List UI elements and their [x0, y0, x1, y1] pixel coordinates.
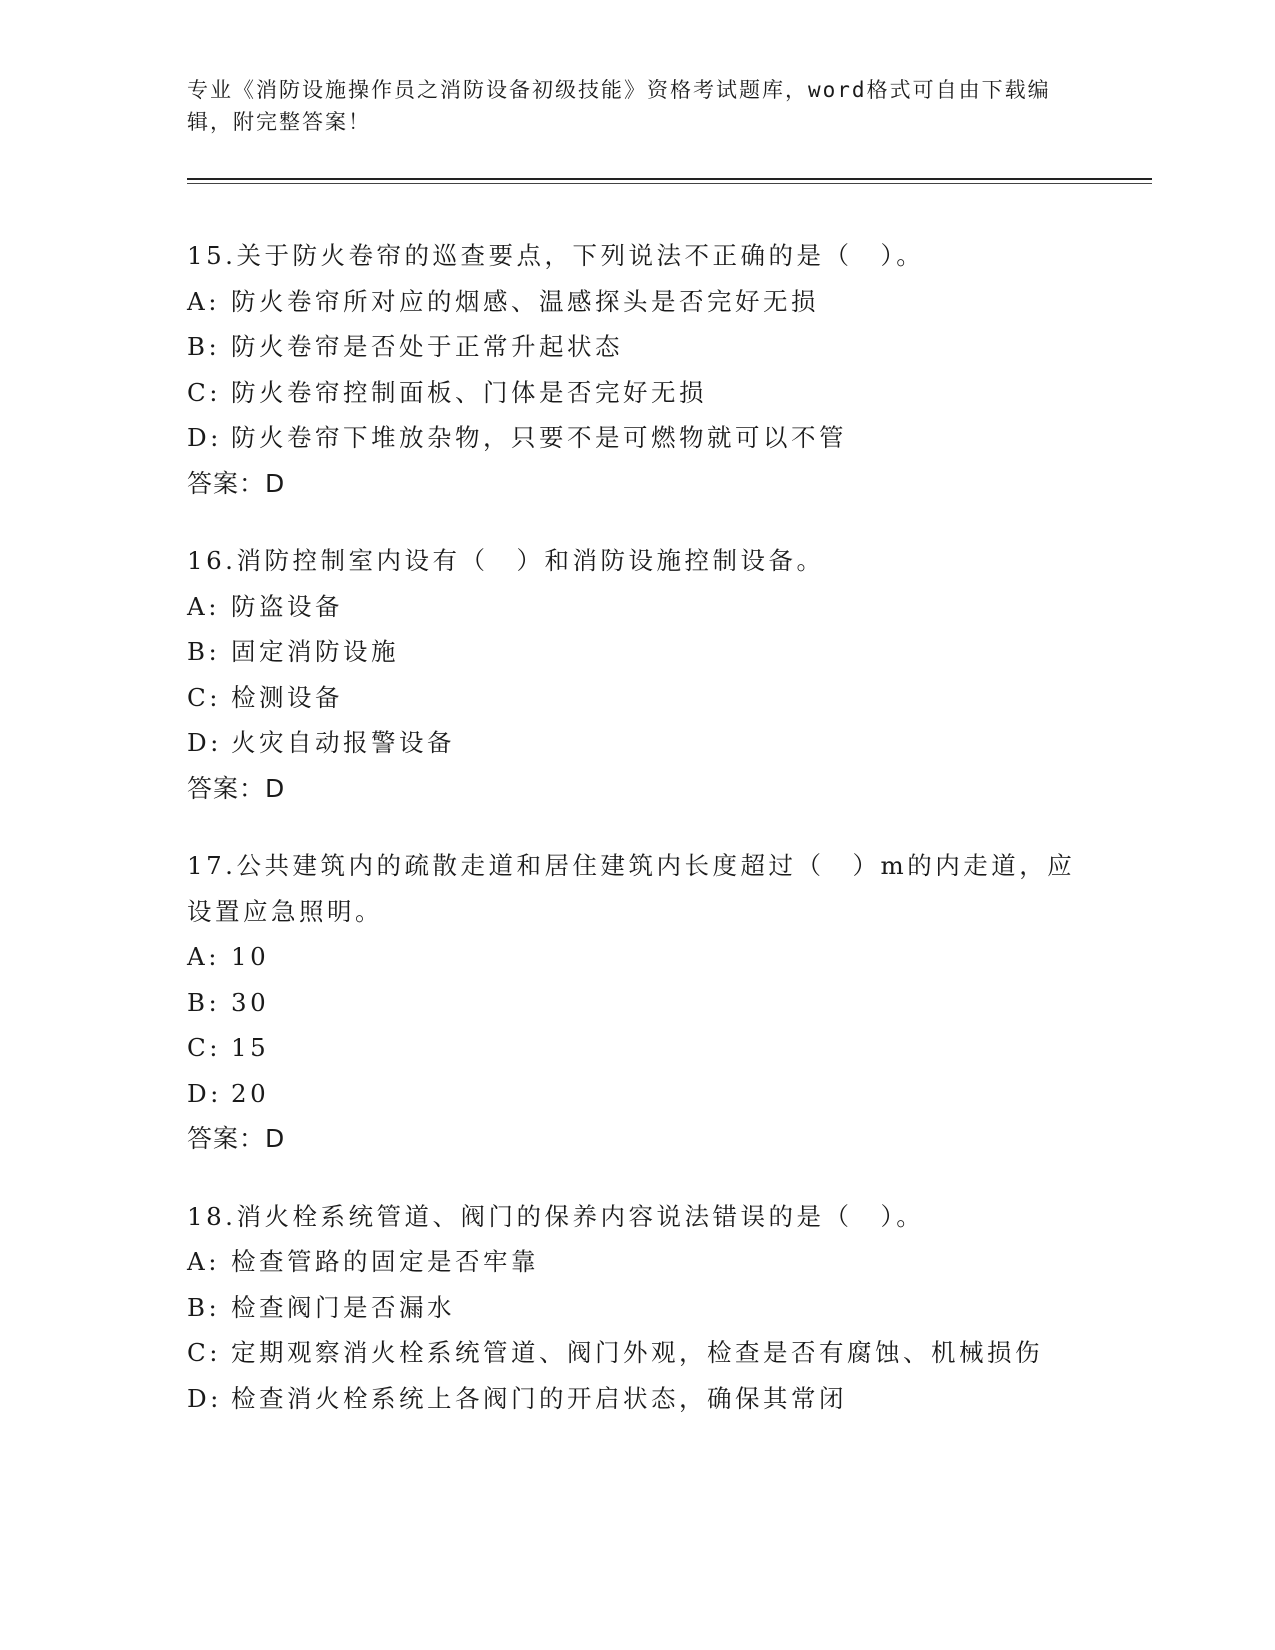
option-b: [187, 629, 1087, 675]
option-text: 检查管路的固定是否牢靠: [231, 1247, 539, 1276]
option-a: [187, 584, 1087, 630]
option-text: 30: [231, 987, 270, 1017]
option-text: 防火卷帘所对应的烟感、温感探头是否完好无损: [231, 286, 819, 316]
header-divider-thin: [187, 183, 1152, 184]
option-text: 火灾自动报警设备: [231, 728, 455, 757]
option-b: [187, 324, 1087, 370]
option-a: [187, 934, 1087, 980]
option-text: 检测设备: [231, 682, 343, 712]
option-key: D:: [187, 1383, 222, 1413]
option-b: [187, 980, 1087, 1026]
option-key: A:: [187, 591, 220, 621]
question-list: [187, 233, 1087, 1453]
question-18: [187, 1194, 1087, 1422]
option-c: [187, 1330, 1087, 1376]
option-key: A:: [187, 286, 220, 316]
option-key: A:: [187, 942, 220, 971]
option-text: 检查阀门是否漏水: [231, 1292, 455, 1322]
option-text: 防火卷帘控制面板、门体是否完好无损: [231, 377, 707, 407]
header-divider-thick: [187, 178, 1152, 180]
document-header: 专业《消防设施操作员之消防设备初级技能》资格考试题库，word格式可自由下载编辑，附完整答案！: [187, 78, 1051, 134]
option-text: 15: [231, 1033, 270, 1062]
question-16: [187, 538, 1087, 811]
option-c: [187, 370, 1087, 416]
option-b: [187, 1285, 1087, 1331]
option-c: [187, 675, 1087, 721]
option-key: A:: [187, 1247, 220, 1276]
option-d: [187, 415, 1087, 461]
answer: 答案：D: [187, 773, 286, 803]
option-key: D:: [187, 728, 222, 757]
question-15: [187, 233, 1087, 506]
option-a: [187, 1239, 1087, 1285]
option-key: C:: [187, 377, 222, 407]
option-key: B:: [187, 987, 221, 1017]
option-text: 定期观察消火栓系统管道、阀门外观，检查是否有腐蚀、机械损伤: [231, 1338, 1043, 1367]
option-key: C:: [187, 682, 222, 712]
option-key: C:: [187, 1338, 222, 1367]
option-d: [187, 720, 1087, 766]
option-text: 固定消防设施: [231, 637, 399, 666]
option-key: B:: [187, 1292, 221, 1322]
option-key: D:: [187, 423, 222, 452]
question-text: 16.消防控制室内设有（ ）和消防设施控制设备。: [187, 546, 825, 575]
option-key: B:: [187, 637, 221, 666]
option-d: [187, 1376, 1087, 1422]
option-key: C:: [187, 1033, 222, 1062]
option-text: 检查消火栓系统上各阀门的开启状态，确保其常闭: [231, 1383, 847, 1413]
option-text: 防火卷帘是否处于正常升起状态: [231, 332, 623, 361]
option-d: [187, 1071, 1087, 1117]
option-text: 20: [231, 1078, 270, 1108]
option-a: [187, 279, 1087, 325]
answer: 答案：D: [187, 1124, 286, 1153]
answer: 答案：D: [187, 468, 286, 498]
option-c: [187, 1025, 1087, 1071]
question-text: 17.公共建筑内的疏散走道和居住建筑内长度超过（ ）m的内走道，应设置应急照明。: [187, 851, 1076, 926]
question-17: [187, 843, 1087, 1162]
option-text: 防火卷帘下堆放杂物，只要不是可燃物就可以不管: [231, 423, 847, 452]
option-key: D:: [187, 1078, 222, 1108]
option-text: 10: [231, 942, 270, 971]
option-text: 防盗设备: [231, 591, 343, 621]
option-key: B:: [187, 332, 221, 361]
question-text: 18.消火栓系统管道、阀门的保养内容说法错误的是（ ）。: [187, 1201, 925, 1231]
question-text: 15.关于防火卷帘的巡查要点，下列说法不正确的是（ ）。: [187, 241, 925, 270]
